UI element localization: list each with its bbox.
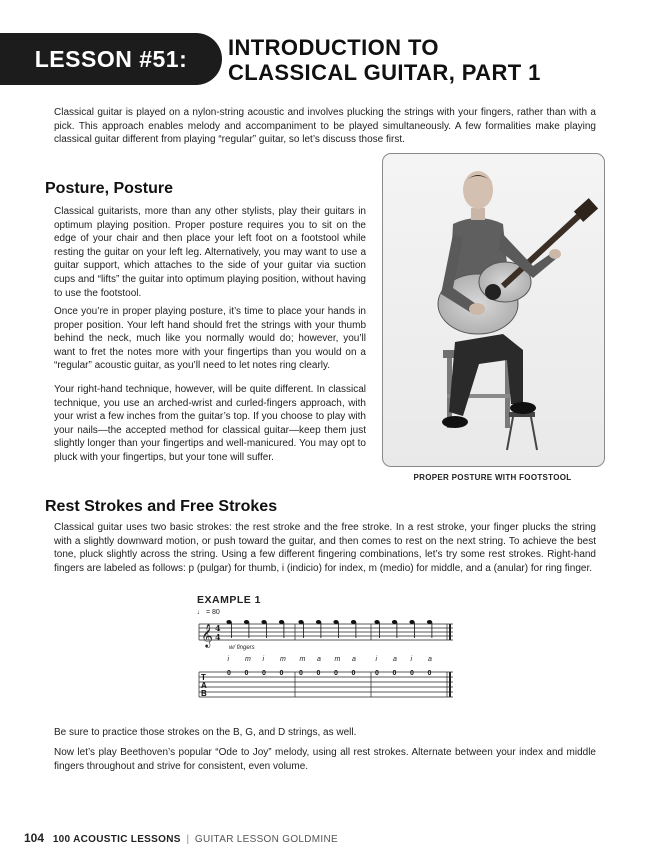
example-title: EXAMPLE 1 [197,594,262,606]
note-head [244,620,249,624]
tab-fret-number: 0 [279,670,284,677]
tab-letter-a: A [201,681,207,690]
fingering-mark: m [245,656,251,663]
music-staff [199,624,453,640]
note-head [316,620,321,624]
fingering-mark: i [227,656,230,663]
intro-paragraph: Classical guitar is played on a nylon-string acoustic and involves plucking the strings with your fingers, rather than with a pick. This approach enables melody and accompaniment to be played simultaneously. A few formalities make playing classical guitar different from playing “regular” guitar, so let’s discuss those first. [54,107,596,146]
fingering-mark: a [317,656,321,663]
strokes-paragraph: Classical guitar uses two basic strokes: the rest stroke and the free stroke. In a rest stroke, your finger plucks the string with a slightly downward motion, or push toward the guitar, and then comes to rest on the next string. To achieve the best tone, pluck slightly across the string. Using a few different fingering combinations, let’s try some rest strokes. Right-hand fingers are labeled as follows: p (pulgar) for thumb, i (indicio) for index, m (medio) for middle, and a (anular) for ring finger. [54,522,596,574]
note-head [409,620,414,624]
note-head [374,620,379,624]
tab-fret-row [227,670,432,677]
fingering-mark: a [352,656,356,663]
posture-paragraph-1: Classical guitarists, more than any other stylists, play their guitars in optimum playing position. Proper posture requires you to sit on the edge of your chair and then place your left foot on a footstool while resting the guitar on your left leg. Alternatively, you may want to use a guitar support, which attaches to the side of your guitar via suction cups and “lifts” the guitar into optimum playing position, without having to use the footstool. [54,206,366,299]
tab-fret-number: 0 [410,670,414,677]
note-head [279,620,284,624]
fingering-mark: a [393,656,397,663]
posture-paragraph-2: Once you’re in proper playing posture, it’s time to place your hands in proper position. Your left hand should fret the strings with your thumb behind the neck, much like you normally would do; however, you’ll want to fret the notes more with your fingertips than you would on a “regular” acoustic guitar, as you’ll need to let notes ring clearly. [54,306,366,372]
note-head [226,620,231,624]
guitarist-illustration [383,154,604,466]
fingering-label: w/ fingers [229,645,255,651]
practice-note: Be sure to practice those strokes on the B, G, and D strings, as well. [54,727,357,738]
tab-fret-number: 0 [244,670,249,677]
note-head [351,620,356,624]
fingering-mark: m [299,656,306,663]
treble-clef-icon: 𝄞 [201,623,213,647]
section-heading-posture: Posture, Posture [45,180,174,197]
tab-fret-number: 0 [227,670,231,677]
posture-photo [382,153,605,467]
section-heading-strokes: Rest Strokes and Free Strokes [45,498,278,515]
lesson-title [228,35,628,85]
note-head [298,620,303,624]
fingering-mark: i [410,656,413,663]
tab-letter-t: T [201,673,206,682]
page-footer [24,831,338,845]
fingering-mark: m [280,656,286,663]
tab-fret-number: 0 [392,670,397,677]
tab-fret-number: 0 [262,670,266,677]
photo-caption: PROPER POSTURE WITH FOOTSTOOL [413,473,572,482]
tab-fret-number: 0 [334,670,338,677]
lesson-number-tab: LESSON #51: [0,33,222,85]
tab-fret-number: 0 [427,670,432,677]
tempo-marking: ♩ = 80 [197,609,220,616]
ode-to-joy-intro: Now let’s play Beethoven’s popular “Ode to Joy” melody, using all rest strokes. Alternate between your index and middle fingers throughout and strive for consistent, even volume. [54,747,596,772]
tab-fret-number: 0 [375,670,379,677]
fingering-mark: i [375,656,378,663]
note-group [226,620,432,638]
page-number: 104 [24,831,45,845]
book-title: 100 ACOUSTIC LESSONS [52,834,181,845]
tab-letter-b: B [201,689,207,698]
lesson-title-line-2: CLASSICAL GUITAR, PART 1 [228,60,541,85]
fingering-mark: a [428,656,432,663]
fingering-mark: m [334,656,341,663]
fingering-mark: i [262,656,265,663]
note-head [427,620,432,624]
fingering-row [228,656,433,663]
tab-fret-number: 0 [299,670,303,677]
note-head [261,620,266,624]
tab-staff [199,672,453,697]
note-head [392,620,397,624]
tab-fret-number: 0 [351,670,356,677]
footer-separator: | [186,834,190,845]
tab-fret-number: 0 [316,670,321,677]
posture-paragraph-3: Your right-hand technique, however, will be quite different. In classical technique, you use an arched-wrist and curled-fingers approach, with your wrist a few inches from the guitar’s top. If you choose to play with your nails—the accepted method for classical guitar—keep them just slightly longer than your fingertips and well-manicured. You may opt to pluck with your fingertips, but your tone will suffer. [54,384,366,463]
example-notation [195,614,457,704]
time-signature-bottom: 4 [215,632,221,642]
time-signature-top: 4 [215,623,221,633]
lesson-title-line-1: INTRODUCTION TO [228,35,439,60]
note-head [333,620,338,624]
series-title: GUITAR LESSON GOLDMINE [194,834,338,845]
